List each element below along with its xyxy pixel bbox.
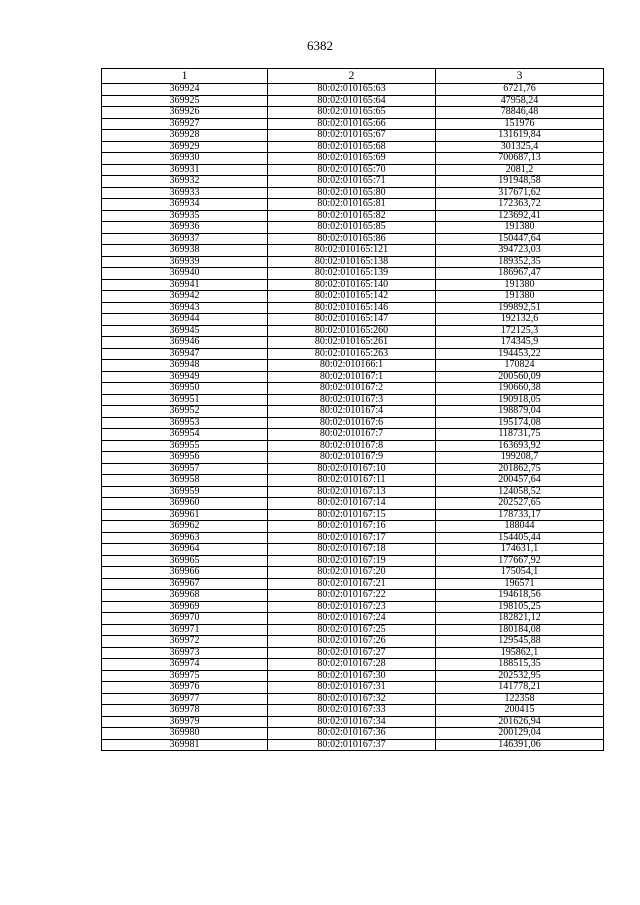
cadastral-number-cell: 80:02:010165:66 <box>268 118 436 130</box>
table-row <box>102 739 604 751</box>
table-row <box>102 164 604 176</box>
row-number-cell: 369958 <box>102 475 268 487</box>
value-cell: 123692,41 <box>436 210 604 222</box>
cadastral-number-cell: 80:02:010167:24 <box>268 613 436 625</box>
cadastral-number-cell: 80:02:010165:63 <box>268 84 436 96</box>
cadastral-number-cell: 80:02:010165:64 <box>268 95 436 107</box>
row-number-cell: 369959 <box>102 486 268 498</box>
row-number-cell: 369944 <box>102 314 268 326</box>
row-number-cell: 369971 <box>102 624 268 636</box>
cadastral-number-cell: 80:02:010167:22 <box>268 590 436 602</box>
table-row <box>102 659 604 671</box>
table-row <box>102 716 604 728</box>
value-cell: 202527,65 <box>436 498 604 510</box>
table-row <box>102 590 604 602</box>
value-cell: 192132,6 <box>436 314 604 326</box>
value-cell: 200560,09 <box>436 371 604 383</box>
cadastral-number-cell: 80:02:010167:11 <box>268 475 436 487</box>
column-header-1: 1 <box>102 69 268 84</box>
row-number-cell: 369933 <box>102 187 268 199</box>
column-header-2: 2 <box>268 69 436 84</box>
cadastral-number-cell: 80:02:010167:33 <box>268 705 436 717</box>
value-cell: 180184,08 <box>436 624 604 636</box>
cadastral-number-cell: 80:02:010167:15 <box>268 509 436 521</box>
table-row <box>102 705 604 717</box>
row-number-cell: 369969 <box>102 601 268 613</box>
row-number-cell: 369978 <box>102 705 268 717</box>
cadastral-number-cell: 80:02:010167:13 <box>268 486 436 498</box>
row-number-cell: 369943 <box>102 302 268 314</box>
row-number-cell: 369929 <box>102 141 268 153</box>
value-cell: 188515,35 <box>436 659 604 671</box>
cadastral-number-cell: 80:02:010167:31 <box>268 682 436 694</box>
table-row <box>102 463 604 475</box>
table-row <box>102 475 604 487</box>
table-row <box>102 486 604 498</box>
cadastral-number-cell: 80:02:010165:139 <box>268 268 436 280</box>
value-cell: 394723,03 <box>436 245 604 257</box>
cadastral-number-cell: 80:02:010165:142 <box>268 291 436 303</box>
table-row <box>102 498 604 510</box>
table-row <box>102 256 604 268</box>
cadastral-number-cell: 80:02:010167:32 <box>268 693 436 705</box>
header-row <box>102 69 604 84</box>
value-cell: 195174,08 <box>436 417 604 429</box>
value-cell: 186967,47 <box>436 268 604 280</box>
table-row <box>102 693 604 705</box>
row-number-cell: 369957 <box>102 463 268 475</box>
row-number-cell: 369955 <box>102 440 268 452</box>
table-row <box>102 371 604 383</box>
cadastral-number-cell: 80:02:010167:37 <box>268 739 436 751</box>
cadastral-number-cell: 80:02:010165:85 <box>268 222 436 234</box>
page-number: 6382 <box>307 38 333 53</box>
row-number-cell: 369936 <box>102 222 268 234</box>
cadastral-number-cell: 80:02:010165:68 <box>268 141 436 153</box>
cadastral-number-cell: 80:02:010165:71 <box>268 176 436 188</box>
table-row <box>102 521 604 533</box>
cadastral-number-cell: 80:02:010167:6 <box>268 417 436 429</box>
value-cell: 188044 <box>436 521 604 533</box>
cadastral-number-cell: 80:02:010167:3 <box>268 394 436 406</box>
row-number-cell: 369980 <box>102 728 268 740</box>
table-row <box>102 130 604 142</box>
cadastral-number-cell: 80:02:010167:21 <box>268 578 436 590</box>
row-number-cell: 369970 <box>102 613 268 625</box>
value-cell: 196571 <box>436 578 604 590</box>
row-number-cell: 369975 <box>102 670 268 682</box>
table-row <box>102 233 604 245</box>
table-row <box>102 601 604 613</box>
row-number-cell: 369977 <box>102 693 268 705</box>
row-number-cell: 369956 <box>102 452 268 464</box>
row-number-cell: 369962 <box>102 521 268 533</box>
cadastral-number-cell: 80:02:010167:14 <box>268 498 436 510</box>
table-row <box>102 222 604 234</box>
row-number-cell: 369940 <box>102 268 268 280</box>
value-cell: 202532,95 <box>436 670 604 682</box>
table-row <box>102 567 604 579</box>
row-number-cell: 369930 <box>102 153 268 165</box>
cadastral-number-cell: 80:02:010165:67 <box>268 130 436 142</box>
cadastral-number-cell: 80:02:010167:25 <box>268 624 436 636</box>
value-cell: 175054,1 <box>436 567 604 579</box>
value-cell: 200415 <box>436 705 604 717</box>
row-number-cell: 369952 <box>102 406 268 418</box>
value-cell: 191948,58 <box>436 176 604 188</box>
cadastral-number-cell: 80:02:010165:260 <box>268 325 436 337</box>
row-number-cell: 369932 <box>102 176 268 188</box>
value-cell: 174345,9 <box>436 337 604 349</box>
row-number-cell: 369976 <box>102 682 268 694</box>
cadastral-number-cell: 80:02:010167:7 <box>268 429 436 441</box>
cadastral-number-cell: 80:02:010167:4 <box>268 406 436 418</box>
table-row <box>102 383 604 395</box>
value-cell: 301325,4 <box>436 141 604 153</box>
table-row <box>102 95 604 107</box>
cadastral-number-cell: 80:02:010167:18 <box>268 544 436 556</box>
table-row <box>102 302 604 314</box>
cadastral-number-cell: 80:02:010165:65 <box>268 107 436 119</box>
data-table <box>101 68 604 751</box>
row-number-cell: 369947 <box>102 348 268 360</box>
value-cell: 172363,72 <box>436 199 604 211</box>
cadastral-number-cell: 80:02:010167:20 <box>268 567 436 579</box>
value-cell: 194618,56 <box>436 590 604 602</box>
value-cell: 151976 <box>436 118 604 130</box>
row-number-cell: 369925 <box>102 95 268 107</box>
cadastral-number-cell: 80:02:010165:138 <box>268 256 436 268</box>
cadastral-number-cell: 80:02:010167:17 <box>268 532 436 544</box>
table-row <box>102 429 604 441</box>
row-number-cell: 369937 <box>102 233 268 245</box>
value-cell: 191380 <box>436 222 604 234</box>
row-number-cell: 369924 <box>102 84 268 96</box>
row-number-cell: 369934 <box>102 199 268 211</box>
value-cell: 141778,21 <box>436 682 604 694</box>
row-number-cell: 369948 <box>102 360 268 372</box>
row-number-cell: 369979 <box>102 716 268 728</box>
table-row <box>102 636 604 648</box>
table-row <box>102 118 604 130</box>
cadastral-number-cell: 80:02:010165:146 <box>268 302 436 314</box>
row-number-cell: 369954 <box>102 429 268 441</box>
row-number-cell: 369926 <box>102 107 268 119</box>
cadastral-number-cell: 80:02:010165:81 <box>268 199 436 211</box>
cadastral-number-cell: 80:02:010167:10 <box>268 463 436 475</box>
table-row <box>102 406 604 418</box>
row-number-cell: 369967 <box>102 578 268 590</box>
value-cell: 122358 <box>436 693 604 705</box>
row-number-cell: 369939 <box>102 256 268 268</box>
row-number-cell: 369927 <box>102 118 268 130</box>
table-row <box>102 394 604 406</box>
cadastral-number-cell: 80:02:010165:263 <box>268 348 436 360</box>
row-number-cell: 369972 <box>102 636 268 648</box>
row-number-cell: 369964 <box>102 544 268 556</box>
table-row <box>102 325 604 337</box>
row-number-cell: 369974 <box>102 659 268 671</box>
cadastral-number-cell: 80:02:010165:121 <box>268 245 436 257</box>
cadastral-number-cell: 80:02:010165:80 <box>268 187 436 199</box>
row-number-cell: 369942 <box>102 291 268 303</box>
value-cell: 6721,76 <box>436 84 604 96</box>
value-cell: 177667,92 <box>436 555 604 567</box>
value-cell: 200457,64 <box>436 475 604 487</box>
cadastral-number-cell: 80:02:010167:30 <box>268 670 436 682</box>
table-row <box>102 245 604 257</box>
value-cell: 150447,64 <box>436 233 604 245</box>
value-cell: 317671,62 <box>436 187 604 199</box>
cadastral-number-cell: 80:02:010167:23 <box>268 601 436 613</box>
row-number-cell: 369941 <box>102 279 268 291</box>
table-row <box>102 348 604 360</box>
table-row <box>102 613 604 625</box>
cadastral-number-cell: 80:02:010165:69 <box>268 153 436 165</box>
table-row <box>102 417 604 429</box>
row-number-cell: 369973 <box>102 647 268 659</box>
value-cell: 163693,92 <box>436 440 604 452</box>
value-cell: 178733,17 <box>436 509 604 521</box>
value-cell: 199208,7 <box>436 452 604 464</box>
table-row <box>102 670 604 682</box>
table-row <box>102 199 604 211</box>
table-row <box>102 141 604 153</box>
value-cell: 199892,51 <box>436 302 604 314</box>
value-cell: 194453,22 <box>436 348 604 360</box>
table-row <box>102 452 604 464</box>
cadastral-number-cell: 80:02:010165:147 <box>268 314 436 326</box>
table-row <box>102 153 604 165</box>
cadastral-number-cell: 80:02:010167:26 <box>268 636 436 648</box>
value-cell: 78846,48 <box>436 107 604 119</box>
cadastral-number-cell: 80:02:010167:28 <box>268 659 436 671</box>
table-row <box>102 187 604 199</box>
cadastral-number-cell: 80:02:010167:1 <box>268 371 436 383</box>
row-number-cell: 369938 <box>102 245 268 257</box>
value-cell: 201862,75 <box>436 463 604 475</box>
cadastral-number-cell: 80:02:010165:82 <box>268 210 436 222</box>
table-row <box>102 210 604 222</box>
table-row <box>102 728 604 740</box>
value-cell: 131619,84 <box>436 130 604 142</box>
value-cell: 172125,3 <box>436 325 604 337</box>
row-number-cell: 369981 <box>102 739 268 751</box>
row-number-cell: 369965 <box>102 555 268 567</box>
table-row <box>102 509 604 521</box>
table-row <box>102 291 604 303</box>
cadastral-number-cell: 80:02:010167:9 <box>268 452 436 464</box>
value-cell: 170824 <box>436 360 604 372</box>
cadastral-number-cell: 80:02:010165:261 <box>268 337 436 349</box>
cadastral-number-cell: 80:02:010167:16 <box>268 521 436 533</box>
table-row <box>102 337 604 349</box>
cadastral-number-cell: 80:02:010167:34 <box>268 716 436 728</box>
row-number-cell: 369928 <box>102 130 268 142</box>
row-number-cell: 369960 <box>102 498 268 510</box>
row-number-cell: 369950 <box>102 383 268 395</box>
row-number-cell: 369966 <box>102 567 268 579</box>
cadastral-number-cell: 80:02:010167:2 <box>268 383 436 395</box>
row-number-cell: 369968 <box>102 590 268 602</box>
value-cell: 118731,75 <box>436 429 604 441</box>
value-cell: 189352,35 <box>436 256 604 268</box>
row-number-cell: 369946 <box>102 337 268 349</box>
row-number-cell: 369953 <box>102 417 268 429</box>
cadastral-number-cell: 80:02:010167:27 <box>268 647 436 659</box>
cadastral-number-cell: 80:02:010165:86 <box>268 233 436 245</box>
row-number-cell: 369949 <box>102 371 268 383</box>
value-cell: 154405,44 <box>436 532 604 544</box>
table-row <box>102 279 604 291</box>
value-cell: 198879,04 <box>436 406 604 418</box>
row-number-cell: 369961 <box>102 509 268 521</box>
table-header <box>102 69 604 84</box>
cadastral-number-cell: 80:02:010167:8 <box>268 440 436 452</box>
value-cell: 190918,05 <box>436 394 604 406</box>
value-cell: 129545,88 <box>436 636 604 648</box>
row-number-cell: 369945 <box>102 325 268 337</box>
table-row <box>102 544 604 556</box>
cadastral-number-cell: 80:02:010165:70 <box>268 164 436 176</box>
row-number-cell: 369963 <box>102 532 268 544</box>
value-cell: 2081,2 <box>436 164 604 176</box>
value-cell: 124058,52 <box>436 486 604 498</box>
value-cell: 146391,06 <box>436 739 604 751</box>
table-body <box>102 84 604 751</box>
table-row <box>102 268 604 280</box>
value-cell: 47958,24 <box>436 95 604 107</box>
table-row <box>102 314 604 326</box>
table-row <box>102 176 604 188</box>
table-row <box>102 682 604 694</box>
value-cell: 191380 <box>436 291 604 303</box>
table-row <box>102 578 604 590</box>
row-number-cell: 369951 <box>102 394 268 406</box>
table-row <box>102 360 604 372</box>
value-cell: 200129,04 <box>436 728 604 740</box>
table-row <box>102 440 604 452</box>
row-number-cell: 369931 <box>102 164 268 176</box>
table-row <box>102 107 604 119</box>
table-row <box>102 532 604 544</box>
cadastral-number-cell: 80:02:010166:1 <box>268 360 436 372</box>
value-cell: 191380 <box>436 279 604 291</box>
table-row <box>102 647 604 659</box>
table-row <box>102 84 604 96</box>
cadastral-number-cell: 80:02:010167:36 <box>268 728 436 740</box>
value-cell: 700687,13 <box>436 153 604 165</box>
cadastral-number-cell: 80:02:010167:19 <box>268 555 436 567</box>
column-header-3: 3 <box>436 69 604 84</box>
table-row <box>102 624 604 636</box>
value-cell: 198105,25 <box>436 601 604 613</box>
value-cell: 174631,1 <box>436 544 604 556</box>
value-cell: 195862,1 <box>436 647 604 659</box>
value-cell: 201626,94 <box>436 716 604 728</box>
table-row <box>102 555 604 567</box>
row-number-cell: 369935 <box>102 210 268 222</box>
value-cell: 190660,38 <box>436 383 604 395</box>
value-cell: 182821,12 <box>436 613 604 625</box>
cadastral-number-cell: 80:02:010165:140 <box>268 279 436 291</box>
